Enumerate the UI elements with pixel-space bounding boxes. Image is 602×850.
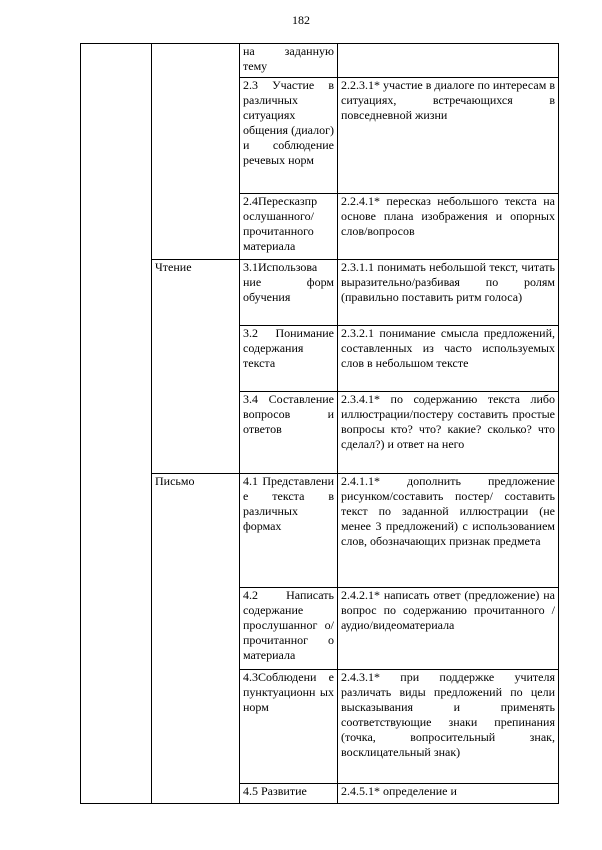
objective-cell: 2.4.2.1* написать ответ (предложение) на вопрос по содержанию прочитанного / аудио/видеоматериала bbox=[338, 588, 559, 670]
objective-cell bbox=[338, 44, 559, 78]
curriculum-table bbox=[80, 43, 559, 804]
subtopic-cell: 3.4 Составление вопросов и ответов bbox=[240, 392, 338, 474]
section-cell: Письмо bbox=[152, 474, 240, 804]
subtopic-cell: 2.4Пересказпр ослушанного/ прочитанного материала bbox=[240, 194, 338, 260]
objective-cell: 2.4.3.1* при поддержке учителя различать виды предложений по цели высказывания и применять соответствующие знаки препинания (точка, вопросительный знак, восклицательный знак) bbox=[338, 670, 559, 784]
subtopic-cell: 4.3Соблюдени е пунктуационн ых норм bbox=[240, 670, 338, 784]
grade-column-cell bbox=[81, 44, 152, 804]
table-row bbox=[81, 260, 559, 326]
subtopic-cell: 4.2 Написать содержание прослушанног о/прочитанног о материала bbox=[240, 588, 338, 670]
table-row bbox=[81, 44, 559, 78]
objective-cell: 2.2.3.1* участие в диалоге по интересам в ситуациях, встречающихся в повседневной жизни bbox=[338, 78, 559, 194]
section-cell: Чтение bbox=[152, 260, 240, 474]
subtopic-cell: 3.2 Понимание содержания текста bbox=[240, 326, 338, 392]
objective-cell: 2.3.1.1 понимать небольшой текст, читать выразительно/разбивая по ролям (правильно поставить ритм голоса) bbox=[338, 260, 559, 326]
objective-cell: 2.4.5.1* определение и bbox=[338, 784, 559, 804]
objective-cell: 2.3.2.1 понимание смысла предложений, составленных из часто используемых слов в небольшом тексте bbox=[338, 326, 559, 392]
objective-cell: 2.3.4.1* по содержанию текста либо иллюстрации/постеру составить простые вопросы кто? что? какие? сколько? что сделал?) и ответ на него bbox=[338, 392, 559, 474]
subtopic-cell: 4.1 Представлени е текста в различных формах bbox=[240, 474, 338, 588]
subtopic-cell: на заданную тему bbox=[240, 44, 338, 78]
subtopic-cell: 4.5 Развитие bbox=[240, 784, 338, 804]
subtopic-cell: 3.1Использова ние форм обучения bbox=[240, 260, 338, 326]
section-cell bbox=[152, 44, 240, 260]
subtopic-cell: 2.3 Участие в различных ситуациях общения (диалог) и соблюдение речевых норм bbox=[240, 78, 338, 194]
page-number: 182 bbox=[292, 13, 310, 27]
objective-cell: 2.4.1.1* дополнить предложение рисунком/составить постер/ составить текст по заданной иллюстрации (не менее 3 предложений) с использованием слов, обозначающих признак предмета bbox=[338, 474, 559, 588]
objective-cell: 2.2.4.1* пересказ небольшого текста на основе плана изображения и опорных слов/вопросов bbox=[338, 194, 559, 260]
table-row bbox=[81, 474, 559, 588]
